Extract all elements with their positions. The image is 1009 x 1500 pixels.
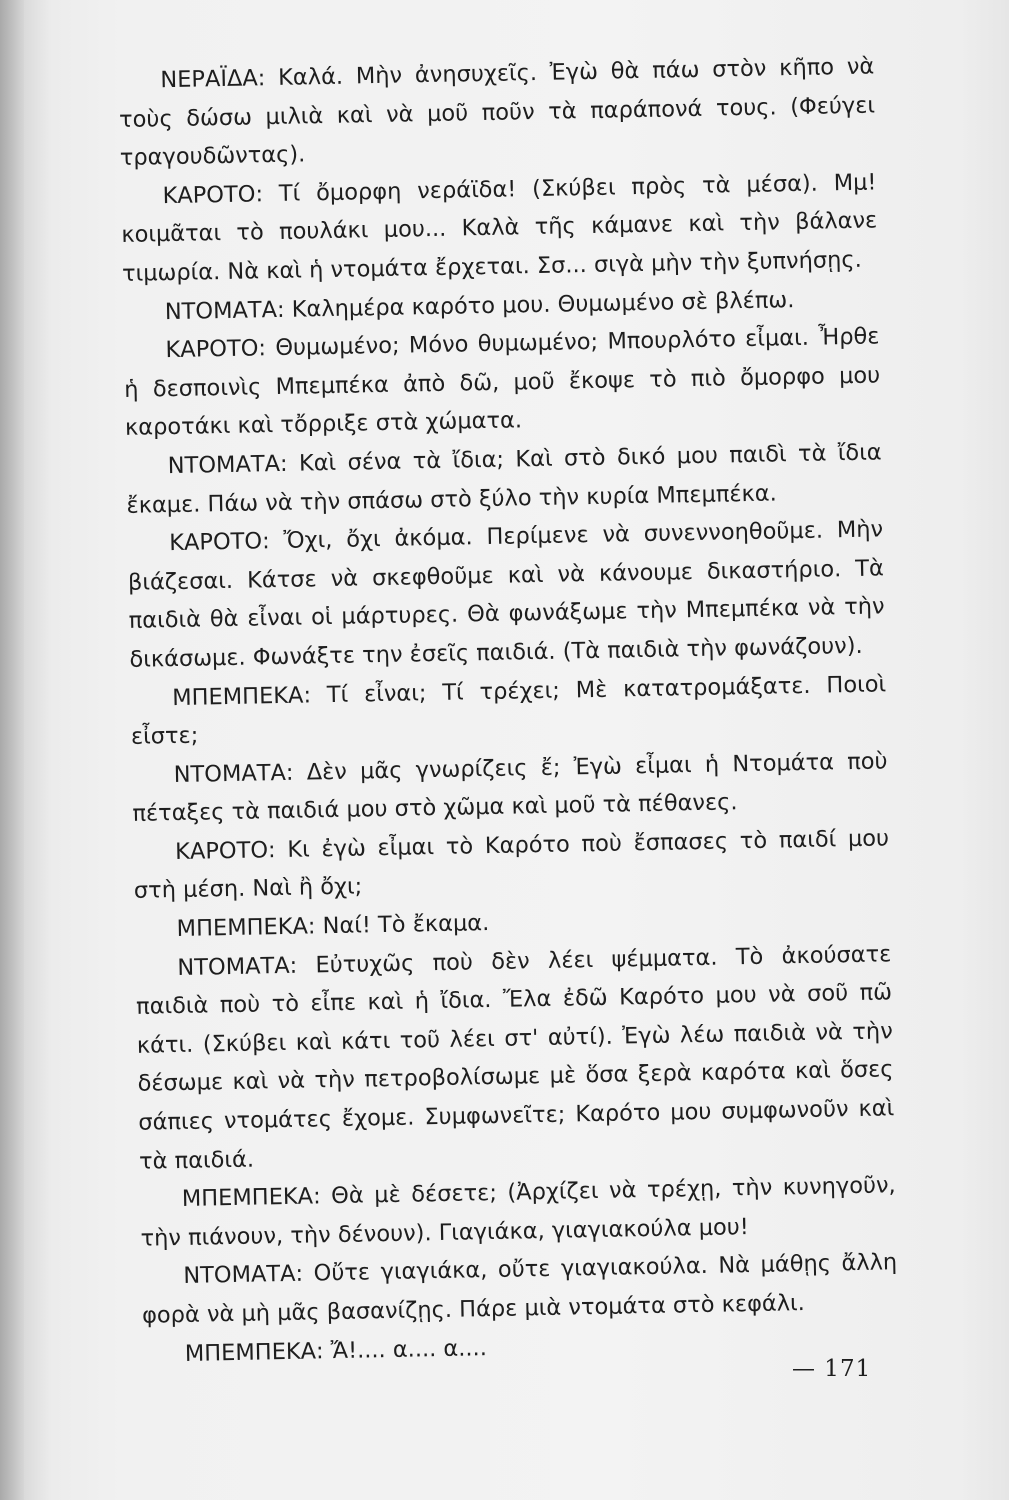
- play-text: [118, 47, 899, 1373]
- paragraph-ntomata-1: ΝΤΟΜΑΤΑ: Καλημέρα καρότο μου. Θυμωμένο σὲ βλέπω.: [164, 286, 795, 325]
- paragraph-mpempeka-4: ΜΠΕΜΠΕΚΑ: Ἄ!.... α.... α....: [184, 1334, 488, 1367]
- book-gutter: [0, 0, 24, 1500]
- paragraph-ntomata-3: ΝΤΟΜΑΤΑ: Δὲν μᾶς γνωρίζεις ἔ; Ἐγὼ εἶμαι ἡ Ντομάτα ποὺ πέταξες τὰ παιδιά μου στὸ χῶμα καὶ μοῦ τὰ πέθανες.: [132, 748, 888, 828]
- paragraph-mpempeka-2: ΜΠΕΜΠΕΚΑ: Ναί! Τὸ ἔκαμα.: [176, 910, 490, 943]
- page-number: — 171: [792, 1356, 872, 1382]
- paragraph-karoto-3: ΚΑΡΟΤΟ: Ὄχι, ὄχι ἀκόμα. Περίμενε νὰ συνεννοηθοῦμε. Μὴν βιάζεσαι. Κάτσε νὰ σκεφθοῦμε καὶ νὰ κάνουμε δικαστήριο. Τὰ παιδιὰ θὰ εἶναι οἱ μάρτυρες. Θὰ φωνάξωμε τὴν Μπεμπέκα νὰ τὴν δικάσωμε. Φωνάξτε την ἐσεῖς παιδιά. (Τὰ παιδιὰ τὴν φωνάζουν).: [127, 516, 885, 673]
- paragraph-karoto-1: ΚΑΡΟΤΟ: Τί ὄμορφη νεράϊδα! (Σκύβει πρὸς τὰ μέσα). Μμ! κοιμᾶται τὸ πουλάκι μου... Καλὰ τῆς κάμανε καὶ τὴν βάλανε τιμωρία. Νὰ καὶ ἡ ντομάτα ἔρχεται. Σσ... σιγὰ μὴν τὴν ξυπνήσῃς.: [121, 169, 878, 287]
- paragraph-ntomata-2: ΝΤΟΜΑΤΑ: Καὶ σένα τὰ ἴδια; Καὶ στὸ δικό μου παιδὶ τὰ ἴδια ἔκαμε. Πάω νὰ τὴν σπάσω στὸ ξύλο τὴν κυρία Μπεμπέκα.: [126, 439, 882, 519]
- paragraph-mpempeka-3: ΜΠΕΜΠΕΚΑ: Θὰ μὲ δέσετε; (Ἀρχίζει νὰ τρέχῃ, τὴν κυνηγοῦν, τὴν πιάνουν, τὴν δένουν). Γιαγιάκα, γιαγιακούλα μου!: [140, 1172, 896, 1252]
- paragraph-mpempeka-1: ΜΠΕΜΠΕΚΑ: Τί εἶναι; Τί τρέχει; Μὲ κατατρομάξατε. Ποιοὶ εἶστε;: [130, 670, 887, 750]
- paragraph-ntomata-5: ΝΤΟΜΑΤΑ: Οὔτε γιαγιάκα, οὔτε γιαγιακούλα. Νὰ μάθῃς ἄλλη φορὰ νὰ μὴ μᾶς βασανίζῃς. Πάρε μιὰ ντομάτα στὸ κεφάλι.: [141, 1249, 898, 1329]
- paragraph-karoto-4: ΚΑΡΟΤΟ: Κι ἐγὼ εἶμαι τὸ Καρότο ποὺ ἔσπασες τὸ παιδί μου στὴ μέση. Ναὶ ἢ ὄχι;: [133, 825, 890, 905]
- paragraph-neraida-1: ΝΕΡΑΪΔΑ: Καλά. Μὴν ἀνησυχεῖς. Ἐγὼ θὰ πάω στὸν κῆπο νὰ τοὺς δώσω μιλιὰ καὶ νὰ μοῦ ποῦν τὰ παράπονά τους. (Φεύγει τραγουδῶντας).: [118, 53, 876, 172]
- paragraph-karoto-2: ΚΑΡΟΤΟ: Θυμωμένο; Μόνο θυμωμένο; Μπουρλότο εἶμαι. Ἦρθε ἡ δεσποινὶς Μπεμπέκα ἀπὸ δῶ, μοῦ ἔκοψε τὸ πιὸ ὄμορφο μου καροτάκι καὶ τὄρριξε στὰ χώματα.: [124, 323, 881, 442]
- paragraph-ntomata-4: ΝΤΟΜΑΤΑ: Εὐτυχῶς ποὺ δὲν λέει ψέμματα. Τὸ ἀκούσατε παιδιὰ ποὺ τὸ εἶπε καὶ ἡ ἴδια. Ἔλα ἐδῶ Καρότο μου νὰ σοῦ πῶ κάτι. (Σκύβει καὶ κάτι τοῦ λέει στ' αὐτί). Ἐγὼ λέω παιδιὰ νὰ τὴν δέσωμε καὶ νὰ τὴν πετροβολίσωμε μὲ ὅσα ξερὰ καρότα καὶ ὅσες σάπιες ντομάτες ἔχομε. Συμφωνεῖτε; Καρότο μου συμφωνοῦν καὶ τὰ παιδιά.: [135, 940, 895, 1175]
